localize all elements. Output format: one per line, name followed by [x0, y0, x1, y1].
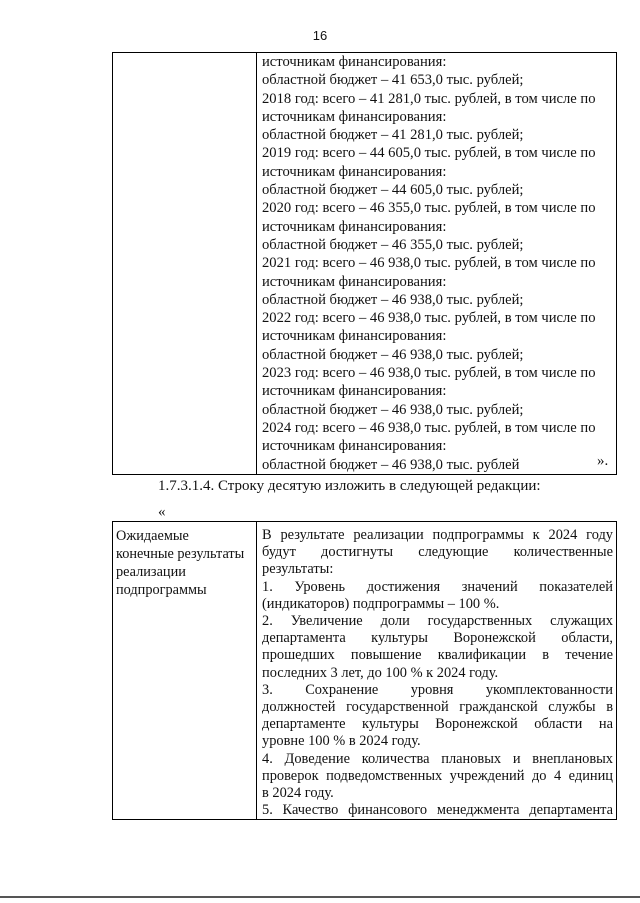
funding-line: областной бюджет – 46 938,0 тыс. рублей; [262, 291, 524, 308]
funding-line: областной бюджет – 41 653,0 тыс. рублей; [262, 72, 524, 89]
funding-table [112, 52, 617, 475]
page-number: 16 [312, 28, 328, 43]
results-label-line: реализации [116, 564, 186, 580]
results-lines [262, 527, 613, 819]
funding-table-label-cell [113, 53, 257, 475]
funding-line: областной бюджет – 46 938,0 тыс. рублей; [262, 346, 524, 363]
results-line: уровне 100 % в 2024 году. [262, 733, 421, 750]
instruction-paragraph: 1.7.3.1.4. Строку десятую изложить в следующей редакции: [158, 478, 541, 494]
funding-lines [262, 53, 613, 474]
funding-line: источникам финансирования: [262, 328, 447, 345]
results-line: 5. Качество финансового менеджмента департамента [262, 802, 613, 819]
funding-line: источникам финансирования: [262, 108, 447, 125]
funding-line: областной бюджет – 46 355,0 тыс. рублей; [262, 236, 524, 253]
funding-line: 2022 год: всего – 46 938,0 тыс. рублей, в том числе по [262, 310, 596, 327]
results-line: (индикаторов) подпрограммы – 100 %. [262, 595, 500, 612]
funding-line: 2024 год: всего – 46 938,0 тыс. рублей, в том числе по [262, 419, 596, 436]
funding-line: 2018 год: всего – 41 281,0 тыс. рублей, в том числе по [262, 90, 596, 107]
funding-line: областной бюджет – 46 938,0 тыс. рублей; [262, 401, 524, 418]
results-line: 1. Уровень достижения значений показателей [262, 578, 613, 595]
funding-line: источникам финансирования: [262, 163, 447, 180]
results-line: 3. Сохранение уровня укомплектованности [262, 681, 613, 698]
results-line: 4. Доведение количества плановых и внеплановых [262, 750, 613, 767]
opening-quote: « [158, 504, 166, 520]
results-line: департаменте культуры Воронежской области на [262, 716, 613, 733]
results-line: будут достигнуты следующие количественные [262, 544, 613, 561]
results-label [116, 527, 253, 599]
results-line: департамента культуры Воронежской области, [262, 630, 613, 647]
results-table-content-cell [257, 522, 617, 820]
funding-line: 2019 год: всего – 44 605,0 тыс. рублей, в том числе по [262, 145, 596, 162]
results-table [112, 521, 617, 820]
funding-table-content-cell [257, 53, 617, 475]
results-label-line: Ожидаемые [116, 528, 189, 544]
funding-line: 2023 год: всего – 46 938,0 тыс. рублей, в том числе по [262, 365, 596, 382]
funding-line: 2020 год: всего – 46 355,0 тыс. рублей, в том числе по [262, 200, 596, 217]
funding-line: источникам финансирования: [262, 273, 447, 290]
closing-quote: ». [597, 453, 609, 469]
funding-line: источникам финансирования: [262, 383, 447, 400]
results-line: 2. Увеличение доли государственных служащих [262, 613, 613, 630]
results-label-line: конечные результаты [116, 546, 245, 562]
funding-line: областной бюджет – 41 281,0 тыс. рублей; [262, 127, 524, 144]
results-line: проверок подведомственных учреждений до 4 единиц [262, 767, 613, 784]
results-line: результаты: [262, 561, 334, 578]
results-line: В результате реализации подпрограммы к 2024 году [262, 527, 613, 543]
funding-line: источникам финансирования: [262, 438, 447, 455]
results-line: прошедших повышение квалификации в течение [262, 647, 613, 664]
funding-line: областной бюджет – 44 605,0 тыс. рублей; [262, 182, 524, 199]
results-line: в 2024 году. [262, 785, 334, 802]
bottom-rule [0, 896, 640, 898]
results-table-label-cell [113, 522, 257, 820]
results-line: последних 3 лет, до 100 % к 2024 году. [262, 664, 499, 681]
funding-line: 2021 год: всего – 46 938,0 тыс. рублей, в том числе по [262, 255, 596, 272]
funding-line: источникам финансирования: [262, 218, 447, 235]
funding-line: источникам финансирования: [262, 54, 447, 70]
results-label-line: подпрограммы [116, 582, 207, 598]
results-line: должностей государственной гражданской службы в [262, 699, 613, 716]
funding-line: областной бюджет – 46 938,0 тыс. рублей [262, 456, 520, 473]
